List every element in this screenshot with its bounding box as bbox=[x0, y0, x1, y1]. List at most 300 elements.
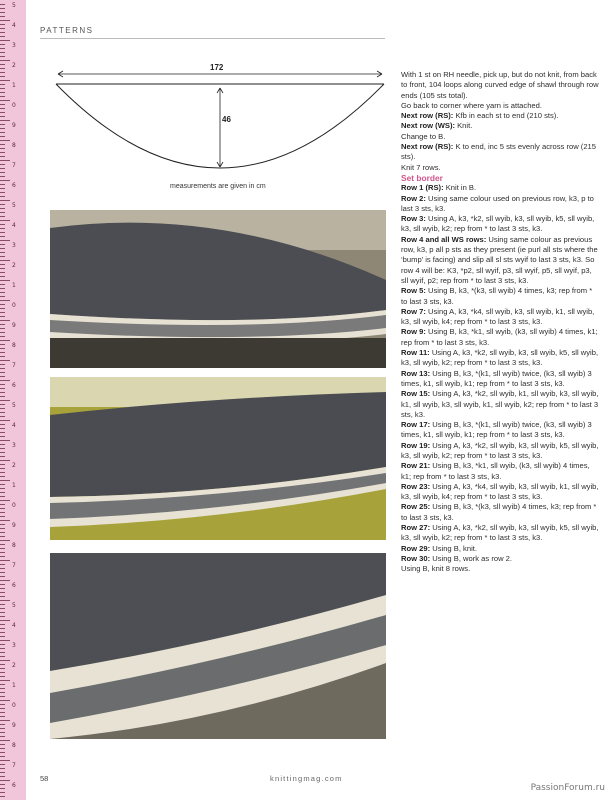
row-label: Row 17: bbox=[401, 420, 431, 430]
row-text: Knit 7 rows. bbox=[401, 162, 441, 172]
row-text: Using B, k3, *(k3, sll wyib) 4 times, k3; rep from * to last 3 sts, k3. bbox=[401, 502, 597, 522]
instruction-line bbox=[401, 564, 599, 574]
ruler-tick bbox=[0, 128, 5, 129]
ruler-tick bbox=[0, 288, 5, 289]
instruction-line bbox=[401, 502, 599, 523]
ruler-tick bbox=[0, 100, 10, 101]
ruler-tick bbox=[0, 44, 5, 45]
ruler-number: 5 bbox=[12, 202, 16, 209]
ruler-tick bbox=[0, 440, 10, 441]
ruler-tick bbox=[0, 208, 5, 209]
instruction-line bbox=[401, 111, 599, 121]
ruler-tick bbox=[0, 472, 5, 473]
ruler-tick bbox=[0, 684, 5, 685]
ruler-tick bbox=[0, 716, 5, 717]
ruler-tick bbox=[0, 272, 5, 273]
ruler-tick bbox=[0, 64, 5, 65]
row-text: Using B, knit 8 rows. bbox=[401, 564, 471, 574]
ruler-tick bbox=[0, 420, 10, 421]
ruler-tick bbox=[0, 180, 10, 181]
ruler-tick bbox=[0, 660, 10, 661]
ruler-tick bbox=[0, 16, 5, 17]
ruler-tick bbox=[0, 540, 10, 541]
ruler-tick bbox=[0, 664, 5, 665]
ruler-tick bbox=[0, 584, 5, 585]
ruler-tick bbox=[0, 692, 5, 693]
ruler-tick bbox=[0, 740, 10, 741]
ruler-number: 5 bbox=[12, 402, 16, 409]
instruction-line bbox=[401, 214, 599, 235]
shawl-schematic bbox=[50, 62, 395, 187]
ruler-number: 7 bbox=[12, 562, 16, 569]
ruler-tick bbox=[0, 712, 5, 713]
instruction-line bbox=[401, 327, 599, 348]
ruler-tick bbox=[0, 516, 5, 517]
ruler-tick bbox=[0, 204, 5, 205]
ruler-number: 4 bbox=[12, 22, 16, 29]
ruler-tick bbox=[0, 424, 5, 425]
ruler-tick bbox=[0, 300, 10, 301]
ruler-tick bbox=[0, 360, 10, 361]
ruler-tick bbox=[0, 284, 5, 285]
ruler-tick bbox=[0, 688, 5, 689]
row-label: Row 4 and all WS rows: bbox=[401, 234, 487, 244]
row-text: Using same colour used on previous row, k3, p to last 3 sts, k3. bbox=[401, 193, 594, 213]
ruler-number: 8 bbox=[12, 342, 16, 349]
ruler-tick bbox=[0, 176, 5, 177]
ruler-tick bbox=[0, 240, 10, 241]
ruler-number: 3 bbox=[12, 242, 16, 249]
ruler-tick bbox=[0, 528, 5, 529]
ruler-tick bbox=[0, 304, 5, 305]
ruler-number: 5 bbox=[12, 2, 16, 9]
ruler-number: 9 bbox=[12, 122, 16, 129]
row-label: Next row (RS): bbox=[401, 142, 454, 152]
ruler-tick bbox=[0, 744, 5, 745]
row-text: Using A, k3, *k2, sll wyib, k3, sll wyib, k5, sll wyib, k3, sll wyib, k2; rep from * to last 3 sts, k3. bbox=[401, 214, 595, 234]
ruler-tick bbox=[0, 268, 5, 269]
ruler-tick bbox=[0, 144, 5, 145]
ruler-tick bbox=[0, 508, 5, 509]
ruler-tick bbox=[0, 252, 5, 253]
instruction-line bbox=[401, 307, 599, 328]
ruler-tick bbox=[0, 256, 5, 257]
ruler-tick bbox=[0, 232, 5, 233]
ruler-tick bbox=[0, 492, 5, 493]
shawl-photo-3 bbox=[50, 553, 386, 739]
ruler-tick bbox=[0, 484, 5, 485]
instruction-line bbox=[401, 235, 599, 286]
ruler-tick bbox=[0, 140, 10, 141]
ruler-tick bbox=[0, 148, 5, 149]
instruction-line bbox=[401, 101, 599, 111]
row-text: Using same colour as previous row, k3, p all p sts as they present (ie purl all sts where the ‘bump’ is facing) and slip all sl sts wyif to last 3 sts, k3. So row 4 will be: K3, *p2, sll wyif, p3, sll wyif, p5, sll wyif, p3, sll wyif, p2; rep from * to last 3 sts, k3. bbox=[401, 234, 598, 285]
ruler-tick bbox=[0, 412, 5, 413]
ruler-tick bbox=[0, 196, 5, 197]
ruler-number: 6 bbox=[12, 582, 16, 589]
shawl-photo-2 bbox=[50, 377, 386, 540]
ruler-tick bbox=[0, 452, 5, 453]
ruler-tick bbox=[0, 780, 10, 781]
ruler-number: 2 bbox=[12, 462, 16, 469]
ruler-number: 2 bbox=[12, 262, 16, 269]
ruler-tick bbox=[0, 96, 5, 97]
ruler-tick bbox=[0, 592, 5, 593]
ruler-tick bbox=[0, 248, 5, 249]
ruler-number: 2 bbox=[12, 62, 16, 69]
row-text: Using A, k3, *k4, sll wyib, k3, sll wyib, k1, sll wyib, k3, sll wyib, k4; rep from * to last 3 sts, k3. bbox=[401, 306, 595, 327]
ruler-tick bbox=[0, 192, 5, 193]
ruler-tick bbox=[0, 552, 5, 553]
ruler-tick bbox=[0, 500, 10, 501]
site-url: knittingmag.com bbox=[270, 774, 343, 783]
ruler-tick bbox=[0, 320, 10, 321]
row-label: Next row (WS): bbox=[401, 121, 455, 131]
row-text: Using B, k3, *(k3, sll wyib) 4 times, k3; rep from * to last 3 sts, k3. bbox=[401, 286, 593, 306]
row-label: Row 2: bbox=[401, 193, 426, 203]
ruler-tick bbox=[0, 588, 5, 589]
row-label: Next row (RS): bbox=[401, 111, 454, 121]
ruler-tick bbox=[0, 556, 5, 557]
ruler-tick bbox=[0, 564, 5, 565]
ruler-number: 0 bbox=[12, 302, 16, 309]
depth-arrow bbox=[217, 88, 223, 167]
ruler-tick bbox=[0, 768, 5, 769]
ruler-tick bbox=[0, 628, 5, 629]
pattern-instructions bbox=[401, 70, 599, 575]
ruler-tick bbox=[0, 296, 5, 297]
section-label: PATTERNS bbox=[40, 26, 94, 35]
ruler-tick bbox=[0, 156, 5, 157]
instruction-line bbox=[401, 461, 599, 482]
ruler-tick bbox=[0, 372, 5, 373]
ruler-number: 0 bbox=[12, 702, 16, 709]
diagram-caption: measurements are given in cm bbox=[170, 183, 266, 190]
ruler-tick bbox=[0, 48, 5, 49]
instruction-line bbox=[401, 142, 599, 163]
row-text: Using A, k3, *k2, sll wyib, k3, sll wyib, k5, sll wyib, k3, sll wyib, k2; rep from * to last 3 sts, k3. bbox=[401, 440, 599, 460]
ruler-tick bbox=[0, 524, 5, 525]
ruler-tick bbox=[0, 648, 5, 649]
ruler-tick bbox=[0, 52, 5, 53]
instruction-line bbox=[401, 389, 599, 420]
ruler-tick bbox=[0, 796, 5, 797]
row-label: Row 3: bbox=[401, 214, 426, 224]
instruction-line bbox=[401, 132, 599, 142]
row-text: Using B, work as row 2. bbox=[430, 553, 512, 563]
measuring-ruler bbox=[0, 0, 26, 800]
ruler-tick bbox=[0, 12, 5, 13]
depth-label: 46 bbox=[222, 115, 231, 124]
ruler-tick bbox=[0, 88, 5, 89]
ruler-tick bbox=[0, 228, 5, 229]
ruler-tick bbox=[0, 532, 5, 533]
ruler-tick bbox=[0, 336, 5, 337]
ruler-tick bbox=[0, 224, 5, 225]
ruler-tick bbox=[0, 704, 5, 705]
ruler-number: 8 bbox=[12, 542, 16, 549]
ruler-tick bbox=[0, 408, 5, 409]
ruler-tick bbox=[0, 760, 10, 761]
ruler-tick bbox=[0, 536, 5, 537]
ruler-tick bbox=[0, 60, 10, 61]
instruction-line bbox=[401, 163, 599, 173]
ruler-tick bbox=[0, 172, 5, 173]
ruler-tick bbox=[0, 212, 5, 213]
ruler-tick bbox=[0, 104, 5, 105]
section-divider bbox=[40, 38, 385, 39]
ruler-tick bbox=[0, 748, 5, 749]
ruler-tick bbox=[0, 640, 10, 641]
instruction-line bbox=[401, 554, 599, 564]
ruler-tick bbox=[0, 72, 5, 73]
ruler-tick bbox=[0, 504, 5, 505]
ruler-tick bbox=[0, 724, 5, 725]
ruler-tick bbox=[0, 680, 10, 681]
instruction-line bbox=[401, 369, 599, 390]
ruler-number: 2 bbox=[12, 662, 16, 669]
ruler-tick bbox=[0, 416, 5, 417]
row-label: Row 29: bbox=[401, 543, 431, 553]
ruler-number: 0 bbox=[12, 502, 16, 509]
ruler-tick bbox=[0, 624, 5, 625]
ruler-tick bbox=[0, 448, 5, 449]
ruler-tick bbox=[0, 616, 5, 617]
ruler-tick bbox=[0, 116, 5, 117]
ruler-tick bbox=[0, 184, 5, 185]
ruler-tick bbox=[0, 644, 5, 645]
ruler-tick bbox=[0, 92, 5, 93]
ruler-tick bbox=[0, 308, 5, 309]
ruler-tick bbox=[0, 512, 5, 513]
ruler-tick bbox=[0, 76, 5, 77]
ruler-tick bbox=[0, 324, 5, 325]
ruler-tick bbox=[0, 84, 5, 85]
row-text: Using B, k3, *(k1, sll wyib) twice, (k3, sll wyib) 3 times, k1, sll wyib, k1; rep from * to last 3 sts, k3. bbox=[401, 420, 592, 440]
width-label: 172 bbox=[210, 63, 224, 72]
ruler-tick bbox=[0, 136, 5, 137]
ruler-tick bbox=[0, 656, 5, 657]
ruler-tick bbox=[0, 580, 10, 581]
ruler-tick bbox=[0, 292, 5, 293]
row-text: With 1 st on RH needle, pick up, but do not knit, from back to front, 104 loops along curved edge of shawl through row ends (105 sts total). bbox=[401, 70, 599, 100]
ruler-tick bbox=[0, 28, 5, 29]
row-text: Knit. bbox=[455, 121, 473, 131]
ruler-number: 7 bbox=[12, 362, 16, 369]
ruler-number: 9 bbox=[12, 322, 16, 329]
ruler-tick bbox=[0, 384, 5, 385]
ruler-tick bbox=[0, 40, 10, 41]
ruler-tick bbox=[0, 428, 5, 429]
instruction-line bbox=[401, 121, 599, 131]
watermark: PassionForum.ru bbox=[530, 783, 605, 793]
instruction-line bbox=[401, 482, 599, 503]
ruler-tick bbox=[0, 20, 10, 21]
ruler-tick bbox=[0, 316, 5, 317]
row-text: Knit in B. bbox=[443, 183, 477, 193]
row-label: Row 9: bbox=[401, 327, 426, 337]
ruler-number: 1 bbox=[12, 482, 16, 489]
ruler-tick bbox=[0, 576, 5, 577]
ruler-tick bbox=[0, 436, 5, 437]
ruler-tick bbox=[0, 520, 10, 521]
ruler-tick bbox=[0, 376, 5, 377]
ruler-tick bbox=[0, 464, 5, 465]
ruler-tick bbox=[0, 276, 5, 277]
ruler-tick bbox=[0, 264, 5, 265]
row-text: Using A, k3, *k2, sll wyib, k1, sll wyib, k3, sll wyib, k1, sll wyib, k3, sll wyib, k1, sll wyib, k2; rep from * to last 3 sts, k3. bbox=[401, 389, 599, 419]
ruler-tick bbox=[0, 244, 5, 245]
ruler-tick bbox=[0, 788, 5, 789]
ruler-tick bbox=[0, 36, 5, 37]
ruler-tick bbox=[0, 672, 5, 673]
shawl-photo-1 bbox=[50, 210, 386, 368]
ruler-tick bbox=[0, 676, 5, 677]
ruler-tick bbox=[0, 736, 5, 737]
ruler-tick bbox=[0, 600, 10, 601]
row-text: Using B, k3, *(k1, sll wyib) twice, (k3, sll wyib) 3 times, k1, sll wyib, k1; rep from * to last 3 sts, k3. bbox=[401, 368, 592, 388]
row-text: Change to B. bbox=[401, 131, 446, 141]
ruler-tick bbox=[0, 356, 5, 357]
ruler-tick bbox=[0, 120, 10, 121]
ruler-number: 6 bbox=[12, 382, 16, 389]
ruler-tick bbox=[0, 152, 5, 153]
ruler-tick bbox=[0, 344, 5, 345]
instruction-line bbox=[401, 70, 599, 101]
row-label: Row 13: bbox=[401, 368, 431, 378]
row-label: Row 30: bbox=[401, 553, 431, 563]
ruler-tick bbox=[0, 112, 5, 113]
ruler-tick bbox=[0, 4, 5, 5]
ruler-tick bbox=[0, 188, 5, 189]
row-text: Using A, k3, *k4, sll wyib, k3, sll wyib, k1, sll wyib, k3, sll wyib, k4; rep from * to last 3 sts, k3. bbox=[401, 481, 599, 502]
ruler-tick bbox=[0, 608, 5, 609]
ruler-number: 4 bbox=[12, 422, 16, 429]
ruler-tick bbox=[0, 340, 10, 341]
ruler-number: 6 bbox=[12, 782, 16, 789]
ruler-tick bbox=[0, 32, 5, 33]
instruction-line bbox=[401, 183, 599, 193]
ruler-tick bbox=[0, 368, 5, 369]
ruler-number: 6 bbox=[12, 182, 16, 189]
ruler-tick bbox=[0, 364, 5, 365]
ruler-number: 3 bbox=[12, 642, 16, 649]
ruler-number: 0 bbox=[12, 102, 16, 109]
ruler-tick bbox=[0, 480, 10, 481]
ruler-tick bbox=[0, 496, 5, 497]
ruler-number: 8 bbox=[12, 742, 16, 749]
ruler-number: 4 bbox=[12, 222, 16, 229]
row-label: Row 27: bbox=[401, 523, 431, 533]
instruction-line bbox=[401, 420, 599, 441]
ruler-number: 8 bbox=[12, 142, 16, 149]
ruler-tick bbox=[0, 168, 5, 169]
ruler-number: 7 bbox=[12, 162, 16, 169]
instruction-line bbox=[401, 194, 599, 215]
ruler-tick bbox=[0, 548, 5, 549]
ruler-number: 9 bbox=[12, 522, 16, 529]
ruler-number: 5 bbox=[12, 602, 16, 609]
instruction-line bbox=[401, 523, 599, 544]
ruler-tick bbox=[0, 68, 5, 69]
row-text: Go back to corner where yarn is attached. bbox=[401, 100, 542, 110]
ruler-tick bbox=[0, 220, 10, 221]
ruler-tick bbox=[0, 216, 5, 217]
instruction-line bbox=[401, 286, 599, 307]
ruler-number: 3 bbox=[12, 42, 16, 49]
instruction-line bbox=[401, 348, 599, 369]
ruler-tick bbox=[0, 544, 5, 545]
ruler-tick bbox=[0, 432, 5, 433]
row-text: Using B, k3, *k1, sll wyib, (k3, sll wyib) 4 times, k1; rep from * to last 3 sts, k3. bbox=[401, 461, 590, 481]
ruler-tick bbox=[0, 396, 5, 397]
ruler-tick bbox=[0, 668, 5, 669]
ruler-tick bbox=[0, 596, 5, 597]
ruler-tick bbox=[0, 444, 5, 445]
ruler-tick bbox=[0, 752, 5, 753]
ruler-tick bbox=[0, 772, 5, 773]
ruler-tick bbox=[0, 732, 5, 733]
row-label: Row 11: bbox=[401, 348, 430, 358]
row-label: Row 25: bbox=[401, 502, 431, 512]
ruler-tick bbox=[0, 236, 5, 237]
ruler-tick bbox=[0, 24, 5, 25]
ruler-tick bbox=[0, 476, 5, 477]
ruler-tick bbox=[0, 468, 5, 469]
ruler-tick bbox=[0, 728, 5, 729]
ruler-tick bbox=[0, 632, 5, 633]
row-label: Row 7: bbox=[401, 306, 426, 316]
row-label: Row 19: bbox=[401, 440, 431, 450]
ruler-tick bbox=[0, 160, 10, 161]
ruler-tick bbox=[0, 620, 10, 621]
ruler-tick bbox=[0, 352, 5, 353]
ruler-tick bbox=[0, 200, 10, 201]
ruler-tick bbox=[0, 280, 10, 281]
ruler-tick bbox=[0, 400, 10, 401]
row-label: Row 5: bbox=[401, 286, 426, 296]
row-text: Kfb in each st to end (210 sts). bbox=[453, 111, 559, 121]
row-label: Row 15: bbox=[401, 389, 431, 399]
ruler-tick bbox=[0, 652, 5, 653]
ruler-tick bbox=[0, 80, 10, 81]
ruler-tick bbox=[0, 612, 5, 613]
section-heading: Set border bbox=[401, 172, 443, 183]
ruler-tick bbox=[0, 708, 5, 709]
ruler-tick bbox=[0, 328, 5, 329]
ruler-tick bbox=[0, 260, 10, 261]
ruler-tick bbox=[0, 124, 5, 125]
ruler-tick bbox=[0, 388, 5, 389]
ruler-tick bbox=[0, 332, 5, 333]
ruler-tick bbox=[0, 132, 5, 133]
ruler-number: 1 bbox=[12, 82, 16, 89]
ruler-tick bbox=[0, 312, 5, 313]
ruler-tick bbox=[0, 700, 10, 701]
ruler-tick bbox=[0, 756, 5, 757]
instruction-line bbox=[401, 544, 599, 554]
ruler-tick bbox=[0, 696, 5, 697]
ruler-tick bbox=[0, 720, 10, 721]
ruler-tick bbox=[0, 784, 5, 785]
ruler-number: 1 bbox=[12, 282, 16, 289]
ruler-tick bbox=[0, 392, 5, 393]
ruler-number: 9 bbox=[12, 722, 16, 729]
ruler-tick bbox=[0, 56, 5, 57]
ruler-tick bbox=[0, 456, 5, 457]
ruler-number: 3 bbox=[12, 442, 16, 449]
ruler-tick bbox=[0, 108, 5, 109]
